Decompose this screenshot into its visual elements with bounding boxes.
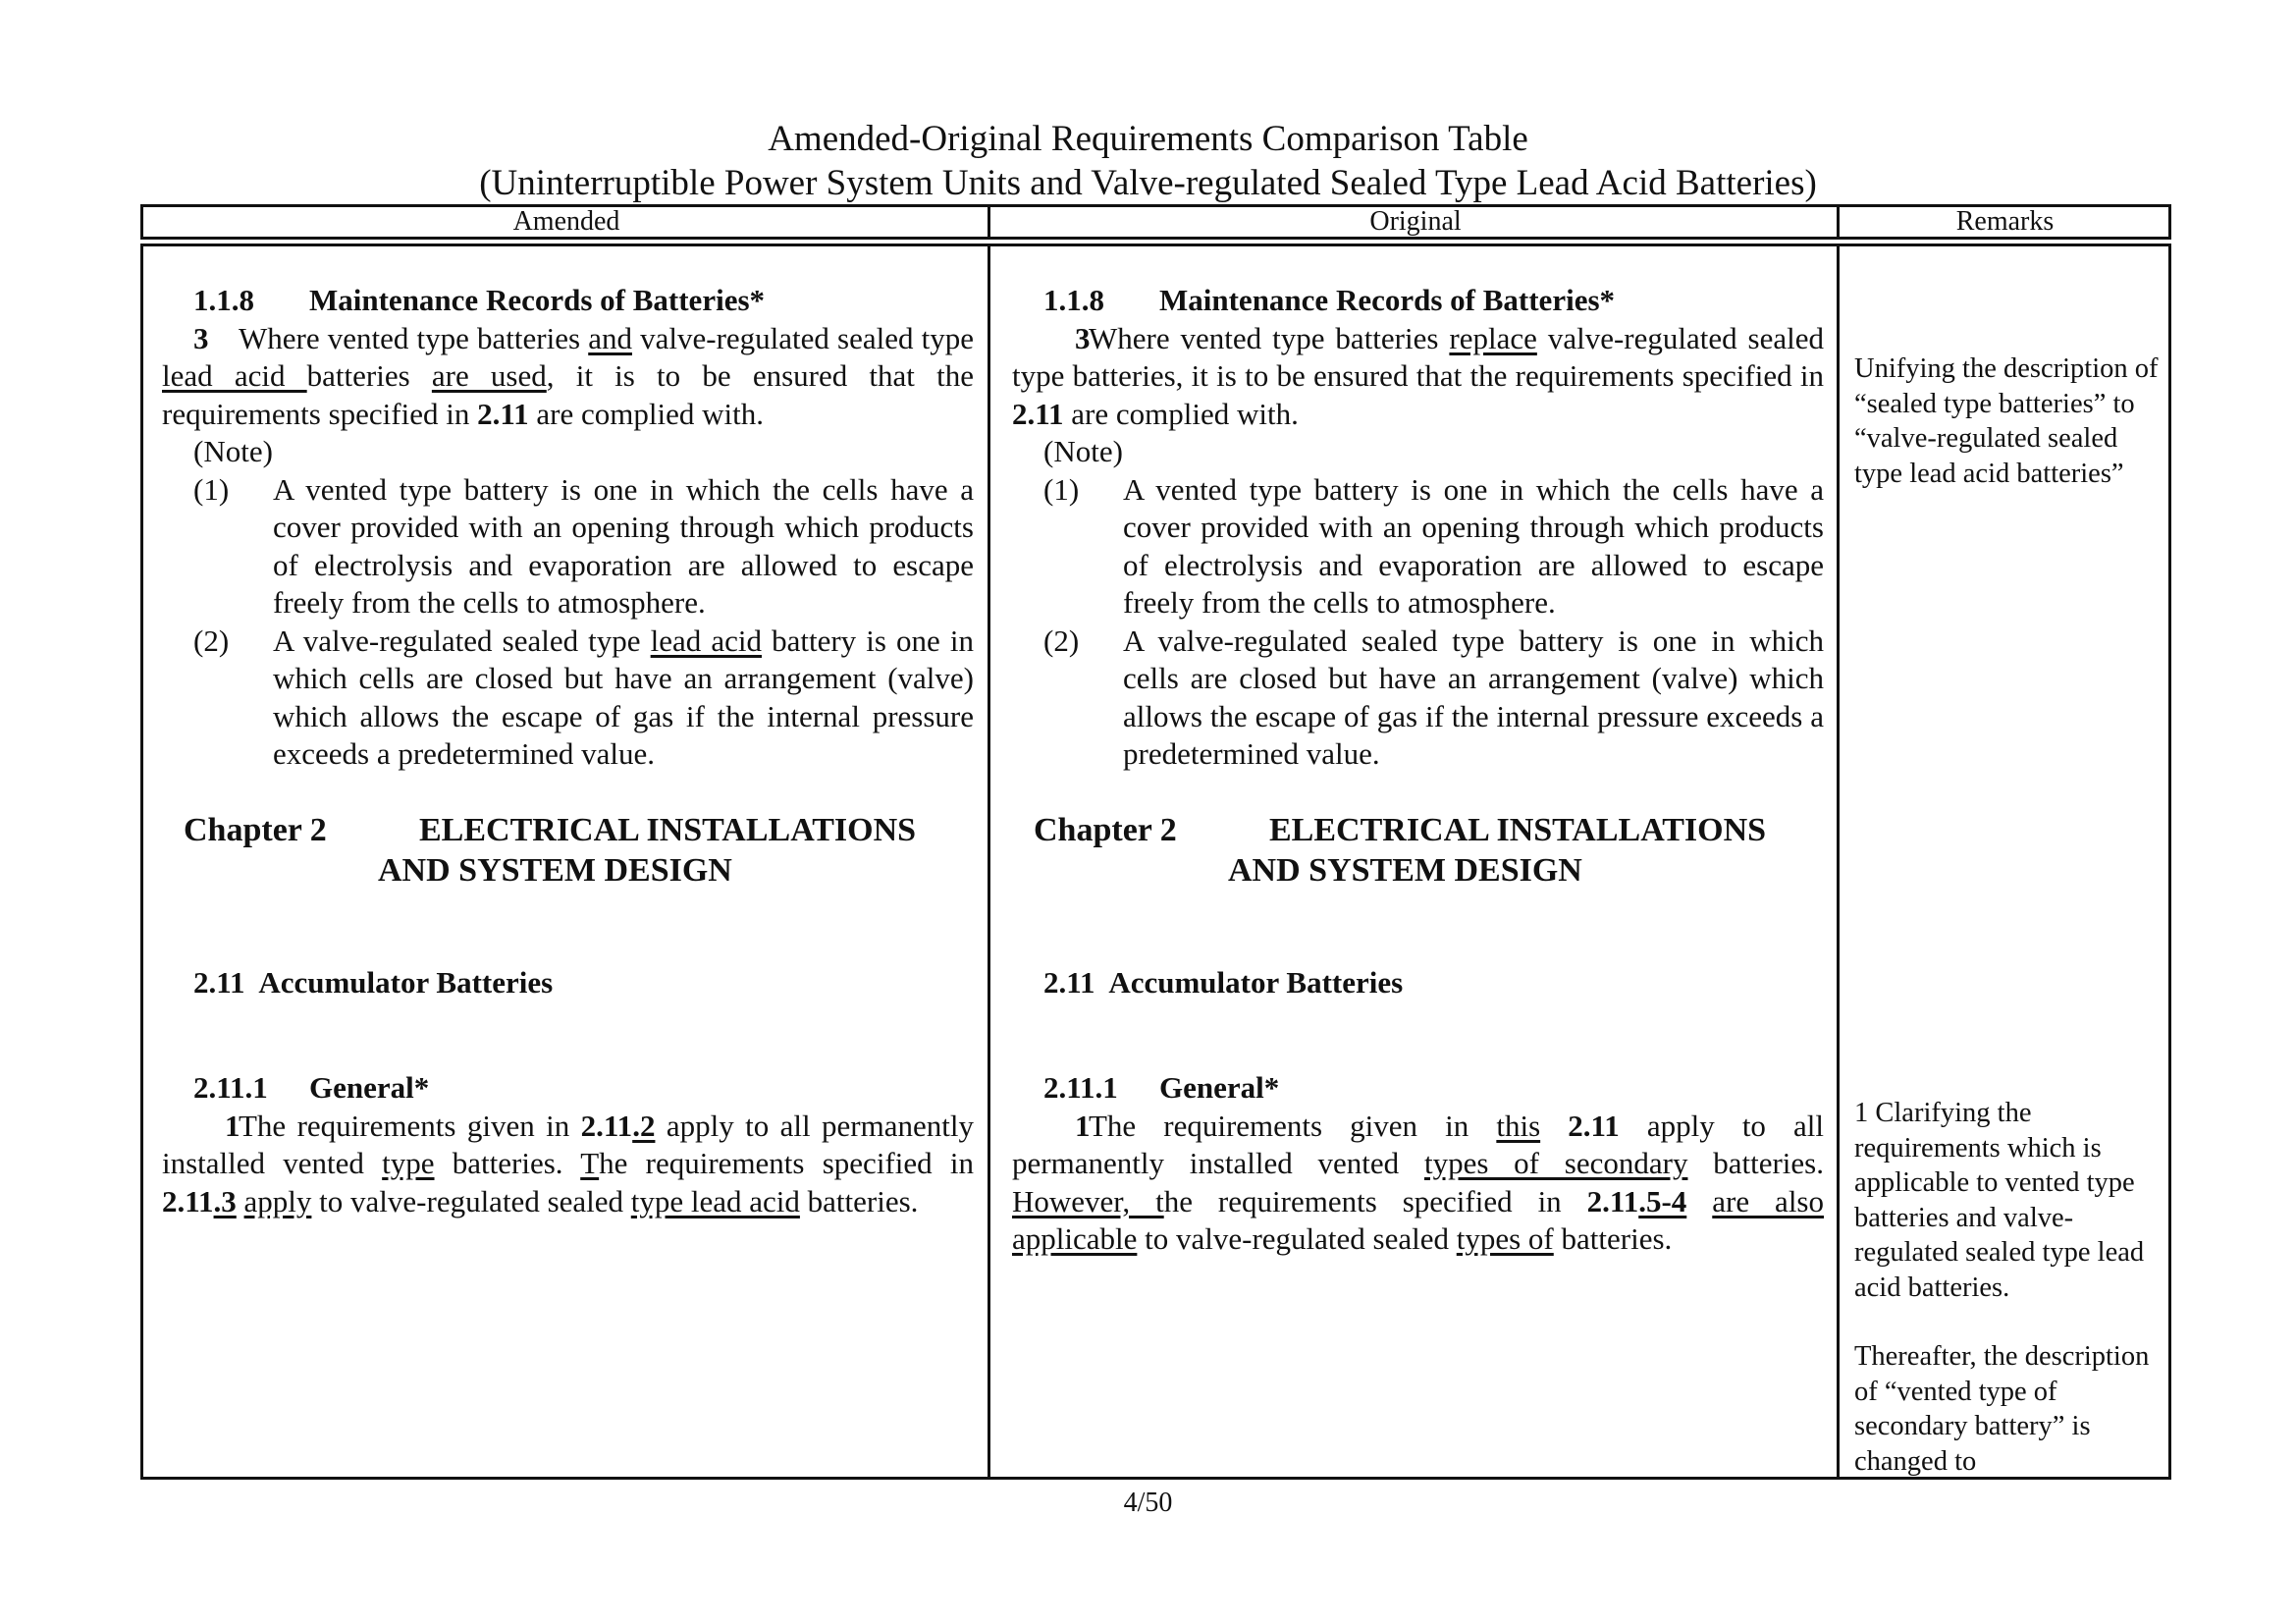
section-1-1-8-heading: 1.1.8 Maintenance Records of Batteries* bbox=[1043, 283, 1616, 317]
header-divider-1 bbox=[988, 204, 990, 240]
amended-column bbox=[162, 278, 974, 1220]
remark-3: Thereafter, the description of “vented type of secondary battery” is changed to bbox=[1854, 1341, 2150, 1477]
section-2-11-1-heading: 2.11.1 General* bbox=[1043, 1070, 1280, 1105]
note-item-2: (2) A valve-regulated sealed type lead acid battery is one in which cells are closed but have an arrangement (valve) which allows the escape of gas if the internal pressure exceeds a predetermined value. bbox=[193, 623, 974, 771]
header-remarks: Remarks bbox=[1955, 206, 2055, 237]
table-header-row bbox=[140, 204, 2171, 240]
original-column bbox=[1012, 278, 1824, 1259]
chapter-heading: Chapter 2 ELECTRICAL INSTALLATIONS AND SYSTEM DESIGN bbox=[184, 811, 917, 889]
header-original: Original bbox=[1369, 206, 1462, 237]
body-divider-2 bbox=[1837, 244, 1840, 1480]
note-label: (Note) bbox=[1043, 434, 1123, 468]
page-number: 4/50 bbox=[1123, 1488, 1173, 1518]
paragraph-3: 3 Where vented type batteries and valve-regulated sealed type lead acid batteries are used, it is to be ensured that the requirements specified in 2.11 are complied with. bbox=[162, 320, 975, 431]
remark-2: 1 Clarifying the requirements which is applicable to vented type batteries and valve-regulated sealed type lead acid batteries. bbox=[1854, 1098, 2145, 1303]
header-amended: Amended bbox=[512, 206, 620, 237]
section-2-11-1-heading: 2.11.1 General* bbox=[193, 1070, 430, 1105]
note-item-1: (1) A vented type battery is one in which the cells have a cover provided with an opening through which products of electrolysis and evaporation are allowed to escape freely from the cells to atmosphere. bbox=[193, 471, 974, 620]
note-item-2: (2) A valve-regulated sealed type battery is one in which cells are closed but have an arrangement (valve) which allows the escape of gas if the internal pressure exceeds a predetermined value. bbox=[1043, 623, 1824, 771]
remark-1: Unifying the description of “sealed type batteries” to “valve-regulated sealed type lead acid batteries” bbox=[1854, 353, 2159, 489]
chapter-heading: Chapter 2 ELECTRICAL INSTALLATIONS AND SYSTEM DESIGN bbox=[1034, 811, 1767, 889]
paragraph-3: 3Where vented type batteries replace valve-regulated sealed type batteries, it is to be ensured that the requirements specified in 2.11 are complied with. bbox=[1012, 320, 1824, 431]
section-1-1-8-heading: 1.1.8 Maintenance Records of Batteries* bbox=[193, 283, 766, 317]
note-label: (Note) bbox=[193, 434, 273, 468]
header-divider-2 bbox=[1837, 204, 1840, 240]
paragraph-general-1: 1The requirements given in this 2.11 apply to all permanently installed vented types of secondary batteries. However, the requirements specified in 2.11.5-4 are also applicable to valve-regulated sealed types of batteries. bbox=[1012, 1108, 1824, 1256]
paragraph-general-1: 1The requirements given in 2.11.2 apply to all permanently installed vented type batteries. The requirements specified in 2.11.3 apply to valve-regulated sealed type lead acid batteries. bbox=[162, 1108, 974, 1218]
section-2-11-heading: 2.11 Accumulator Batteries bbox=[193, 964, 554, 1000]
document-subtitle: (Uninterruptible Power System Units and Valve-regulated Sealed Type Lead Acid Batteries) bbox=[479, 163, 1817, 203]
note-item-1: (1) A vented type battery is one in which the cells have a cover provided with an opening through which products of electrolysis and evaporation are allowed to escape freely from the cells to atmosphere. bbox=[1043, 471, 1824, 620]
section-2-11-heading: 2.11 Accumulator Batteries bbox=[1043, 964, 1404, 1000]
document-title: Amended-Original Requirements Comparison Table bbox=[768, 119, 1528, 159]
body-divider-1 bbox=[988, 244, 990, 1480]
